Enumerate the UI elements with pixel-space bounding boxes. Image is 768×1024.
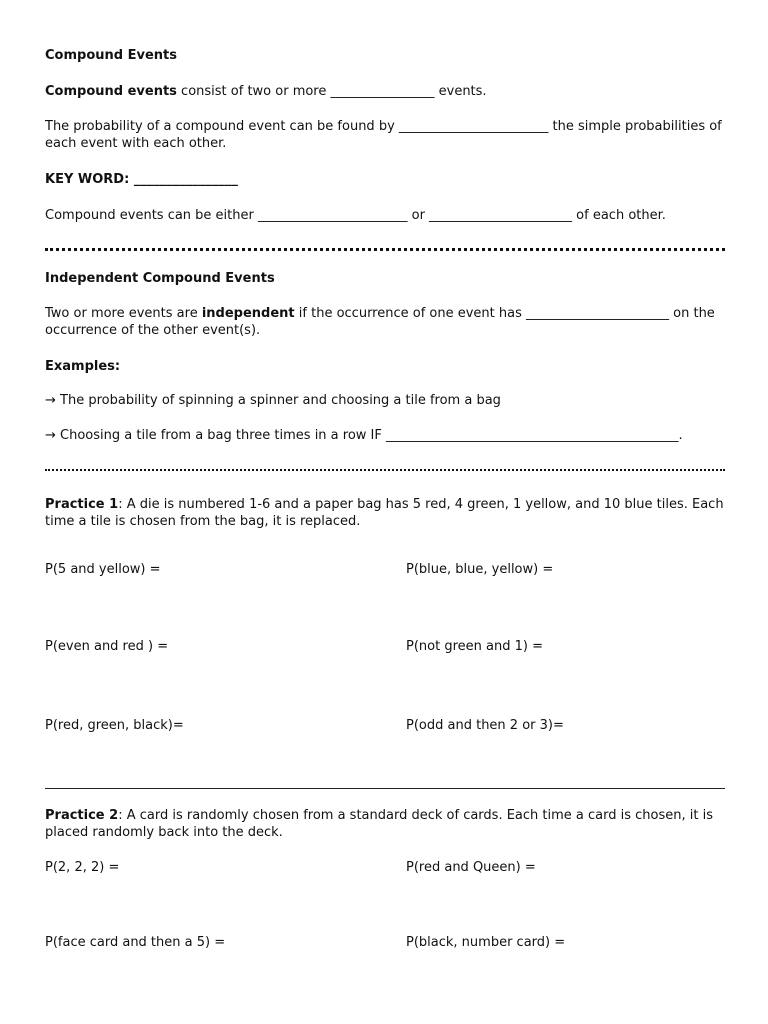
practice-2-problem: P(red and Queen) = — [406, 860, 536, 875]
practice-1-problem: P(even and red ) = — [45, 639, 169, 654]
dotted-divider — [45, 469, 725, 471]
practice-1-problem: P(5 and yellow) = — [45, 562, 161, 577]
practice-2-problem: P(black, number card) = — [406, 935, 566, 950]
section-title-independent: Independent Compound Events — [45, 271, 275, 286]
key-word-line: KEY WORD: ________________ — [45, 172, 238, 187]
examples-label: Examples: — [45, 359, 121, 374]
practice-2-problem: P(2, 2, 2) = — [45, 860, 120, 875]
either-statement: Compound events can be either _______________________ or ______________________ of each other. — [45, 208, 666, 223]
solid-divider — [45, 788, 725, 789]
practice-2-problem: P(face card and then a 5) = — [45, 935, 226, 950]
example-2: → Choosing a tile from a bag three times in a row IF _____________________________________________. — [45, 428, 683, 443]
section-title-compound-events: Compound Events — [45, 48, 177, 63]
practice-1-problem: P(odd and then 2 or 3)= — [406, 718, 564, 733]
example-1: → The probability of spinning a spinner and choosing a tile from a bag — [45, 393, 501, 408]
practice-2-prompt: Practice 2: A card is randomly chosen from a standard deck of cards. Each time a card is chosen, it is placed randomly back into the deck. — [45, 808, 713, 840]
practice-1-problem: P(red, green, black)= — [45, 718, 184, 733]
practice-1-problem: P(not green and 1) = — [406, 639, 543, 654]
dotted-divider — [45, 248, 725, 251]
practice-1-prompt: Practice 1: A die is numbered 1-6 and a paper bag has 5 red, 4 green, 1 yellow, and 10 blue tiles. Each time a tile is chosen from the bag, it is replaced. — [45, 497, 724, 529]
probability-statement: The probability of a compound event can be found by _______________________ the simple probabilities of each event with each other. — [45, 119, 722, 151]
independent-definition: Two or more events are independent if the occurrence of one event has ______________________ on the occurrence of the other event(s). — [45, 306, 715, 338]
practice-1-problem: P(blue, blue, yellow) = — [406, 562, 554, 577]
compound-events-definition: Compound events consist of two or more ________________ events. — [45, 84, 487, 99]
